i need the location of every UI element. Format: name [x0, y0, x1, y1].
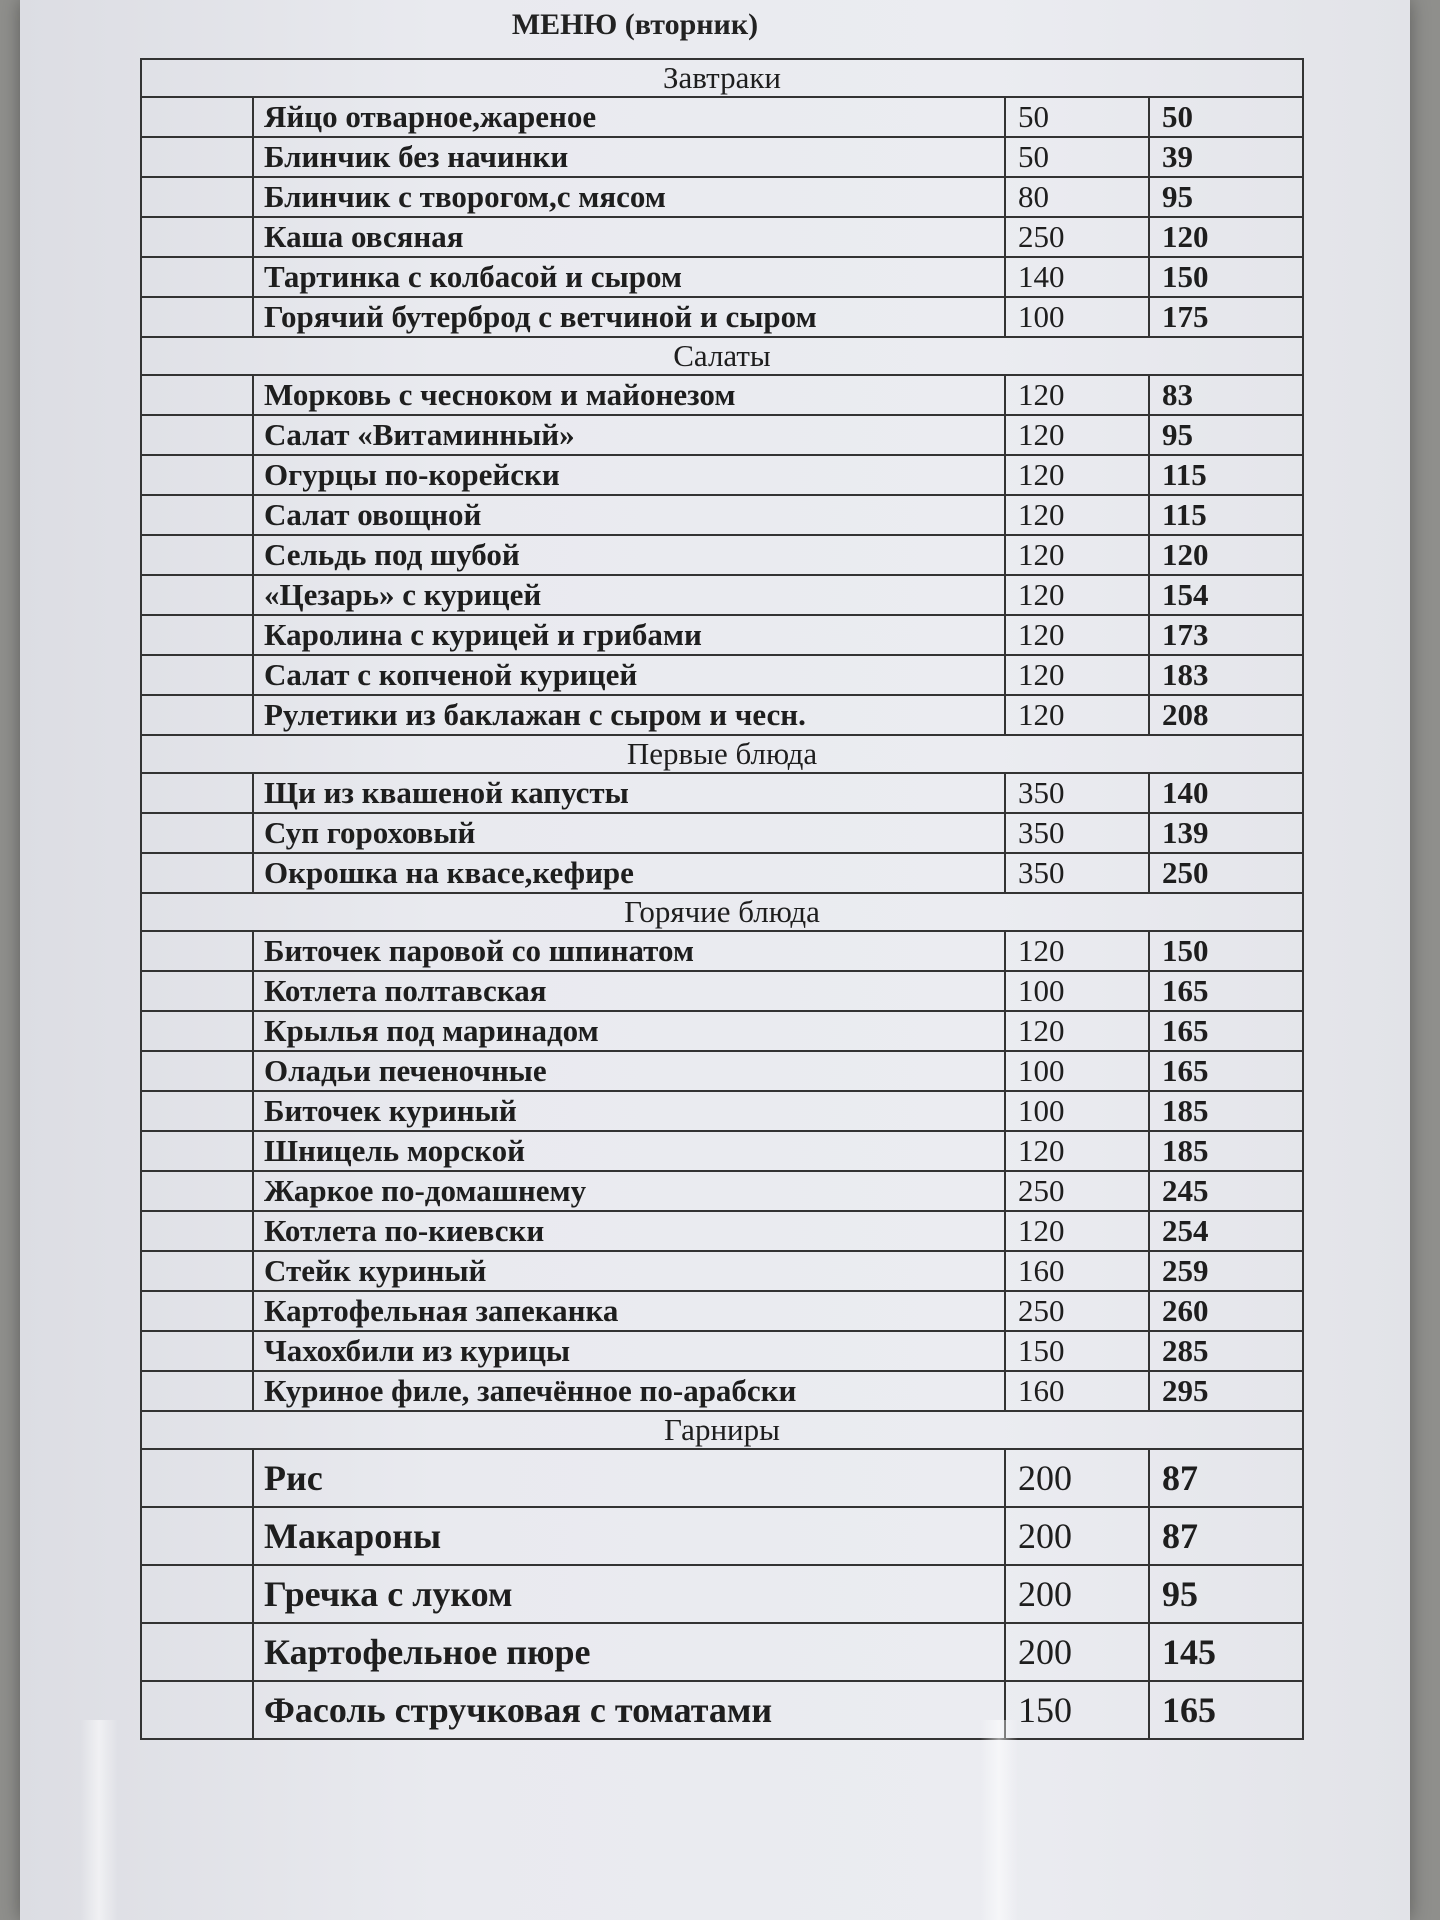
row-number-cell — [142, 696, 254, 734]
dish-price: 145 — [1162, 1632, 1216, 1672]
dish-price: 250 — [1162, 855, 1209, 890]
menu-row — [142, 1212, 1302, 1252]
dish-name: Сельдь под шубой — [254, 536, 1006, 574]
dish-name: Рис — [254, 1450, 1006, 1506]
dish-weight: 350 — [1006, 854, 1150, 892]
dish-weight: 100 — [1006, 1092, 1150, 1130]
section-header: Гарниры — [142, 1412, 1302, 1450]
dish-name: Биточек куриный — [254, 1092, 1006, 1130]
menu-row — [142, 1012, 1302, 1052]
dish-name: Тартинка с колбасой и сыром — [254, 258, 1006, 296]
row-number-cell — [142, 1252, 254, 1290]
section-header: Салаты — [142, 338, 1302, 376]
dish-name: Каролина с курицей и грибами — [254, 616, 1006, 654]
menu-row — [142, 98, 1302, 138]
row-number-cell — [142, 138, 254, 176]
row-number-cell — [142, 1332, 254, 1370]
dish-weight: 120 — [1006, 376, 1150, 414]
row-number-cell — [142, 376, 254, 414]
dish-weight: 120 — [1006, 536, 1150, 574]
dish-price: 208 — [1162, 697, 1209, 732]
dish-weight: 120 — [1006, 1212, 1150, 1250]
dish-price: 185 — [1162, 1093, 1209, 1128]
menu-row — [142, 456, 1302, 496]
dish-name: Картофельное пюре — [254, 1624, 1006, 1680]
dish-name: Гречка с луком — [254, 1566, 1006, 1622]
dish-price: 87 — [1162, 1516, 1198, 1556]
menu-row — [142, 1252, 1302, 1292]
menu-row — [142, 376, 1302, 416]
dish-price: 39 — [1162, 139, 1193, 174]
dish-name: Огурцы по-корейски — [254, 456, 1006, 494]
dish-name: Блинчик без начинки — [254, 138, 1006, 176]
menu-row — [142, 1052, 1302, 1092]
dish-name: Горячий бутерброд с ветчиной и сыром — [254, 298, 1006, 336]
dish-name: Суп гороховый — [254, 814, 1006, 852]
menu-row — [142, 1624, 1302, 1682]
acrylic-stand-left — [80, 1720, 118, 1920]
menu-row — [142, 696, 1302, 736]
row-number-cell — [142, 656, 254, 694]
menu-section — [142, 338, 1302, 736]
dish-name: Оладьи печеночные — [254, 1052, 1006, 1090]
section-header: Первые блюда — [142, 736, 1302, 774]
dish-weight: 140 — [1006, 258, 1150, 296]
dish-name: Рулетики из баклажан с сыром и чесн. — [254, 696, 1006, 734]
dish-price: 95 — [1162, 1574, 1198, 1614]
dish-name: Салат овощной — [254, 496, 1006, 534]
menu-row — [142, 854, 1302, 894]
dish-weight: 120 — [1006, 416, 1150, 454]
menu-row — [142, 814, 1302, 854]
dish-price: 173 — [1162, 617, 1209, 652]
dish-name: Жаркое по-домашнему — [254, 1172, 1006, 1210]
menu-row — [142, 932, 1302, 972]
dish-price: 150 — [1162, 259, 1209, 294]
dish-price: 83 — [1162, 377, 1193, 412]
row-number-cell — [142, 774, 254, 812]
dish-weight: 100 — [1006, 972, 1150, 1010]
row-number-cell — [142, 616, 254, 654]
dish-name: Стейк куриный — [254, 1252, 1006, 1290]
dish-price: 165 — [1162, 1013, 1209, 1048]
row-number-cell — [142, 1212, 254, 1250]
dish-weight: 200 — [1006, 1450, 1150, 1506]
dish-price: 87 — [1162, 1458, 1198, 1498]
dish-price: 120 — [1162, 537, 1209, 572]
menu-row — [142, 178, 1302, 218]
menu-row — [142, 258, 1302, 298]
row-number-cell — [142, 1624, 254, 1680]
row-number-cell — [142, 972, 254, 1010]
row-number-cell — [142, 1132, 254, 1170]
dish-name: Котлета по-киевски — [254, 1212, 1006, 1250]
dish-name: Щи из квашеной капусты — [254, 774, 1006, 812]
dish-name: Блинчик с творогом,с мясом — [254, 178, 1006, 216]
dish-price: 95 — [1162, 417, 1193, 452]
row-number-cell — [142, 1052, 254, 1090]
dish-weight: 120 — [1006, 616, 1150, 654]
section-header: Горячие блюда — [142, 894, 1302, 932]
dish-weight: 120 — [1006, 456, 1150, 494]
row-number-cell — [142, 1450, 254, 1506]
menu-row — [142, 1372, 1302, 1412]
dish-weight: 100 — [1006, 1052, 1150, 1090]
menu-row — [142, 1292, 1302, 1332]
menu-row — [142, 1566, 1302, 1624]
dish-price: 115 — [1162, 497, 1207, 532]
menu-table — [140, 58, 1304, 1740]
dish-name: Картофельная запеканка — [254, 1292, 1006, 1330]
dish-weight: 350 — [1006, 814, 1150, 852]
dish-name: Шницель морской — [254, 1132, 1006, 1170]
row-number-cell — [142, 178, 254, 216]
menu-row — [142, 1172, 1302, 1212]
dish-price: 175 — [1162, 299, 1209, 334]
row-number-cell — [142, 456, 254, 494]
menu-row — [142, 774, 1302, 814]
dish-price: 295 — [1162, 1373, 1209, 1408]
dish-name: Макароны — [254, 1508, 1006, 1564]
dish-price: 150 — [1162, 933, 1209, 968]
row-number-cell — [142, 416, 254, 454]
menu-row — [142, 1092, 1302, 1132]
row-number-cell — [142, 1508, 254, 1564]
menu-row — [142, 138, 1302, 178]
row-number-cell — [142, 1012, 254, 1050]
dish-weight: 160 — [1006, 1252, 1150, 1290]
dish-name: Морковь с чесноком и майонезом — [254, 376, 1006, 414]
dish-price: 165 — [1162, 973, 1209, 1008]
dish-name: Яйцо отварное,жареное — [254, 98, 1006, 136]
menu-row — [142, 656, 1302, 696]
menu-row — [142, 576, 1302, 616]
dish-price: 154 — [1162, 577, 1209, 612]
dish-name: Салат «Витаминный» — [254, 416, 1006, 454]
dish-price: 260 — [1162, 1293, 1209, 1328]
dish-name: Каша овсяная — [254, 218, 1006, 256]
dish-weight: 120 — [1006, 696, 1150, 734]
dish-weight: 120 — [1006, 496, 1150, 534]
dish-price: 140 — [1162, 775, 1209, 810]
dish-weight: 120 — [1006, 1012, 1150, 1050]
dish-price: 139 — [1162, 815, 1209, 850]
dish-name: Фасоль стручковая с томатами — [254, 1682, 1006, 1738]
dish-weight: 120 — [1006, 932, 1150, 970]
row-number-cell — [142, 814, 254, 852]
dish-price: 120 — [1162, 219, 1209, 254]
row-number-cell — [142, 536, 254, 574]
menu-title: МЕНЮ (вторник) — [511, 8, 759, 41]
dish-weight: 160 — [1006, 1372, 1150, 1410]
dish-weight: 50 — [1006, 98, 1150, 136]
dish-weight: 200 — [1006, 1508, 1150, 1564]
dish-name: Куриное филе, запечённое по-арабски — [254, 1372, 1006, 1410]
row-number-cell — [142, 1172, 254, 1210]
dish-weight: 200 — [1006, 1566, 1150, 1622]
menu-row — [142, 1132, 1302, 1172]
dish-name: Салат с копченой курицей — [254, 656, 1006, 694]
dish-price: 259 — [1162, 1253, 1209, 1288]
dish-name: «Цезарь» с курицей — [254, 576, 1006, 614]
dish-price: 254 — [1162, 1213, 1209, 1248]
dish-name: Чахохбили из курицы — [254, 1332, 1006, 1370]
dish-weight: 250 — [1006, 218, 1150, 256]
dish-weight: 150 — [1006, 1682, 1150, 1738]
row-number-cell — [142, 1372, 254, 1410]
row-number-cell — [142, 1682, 254, 1738]
menu-row — [142, 218, 1302, 258]
menu-sheet — [20, 0, 1410, 1920]
dish-name: Крылья под маринадом — [254, 1012, 1006, 1050]
dish-price: 165 — [1162, 1690, 1216, 1730]
dish-price: 185 — [1162, 1133, 1209, 1168]
dish-weight: 250 — [1006, 1292, 1150, 1330]
row-number-cell — [142, 258, 254, 296]
menu-row — [142, 298, 1302, 338]
dish-price: 115 — [1162, 457, 1207, 492]
section-header: Завтраки — [142, 60, 1302, 98]
menu-row — [142, 972, 1302, 1012]
menu-row — [142, 1682, 1302, 1740]
acrylic-stand-right — [980, 1720, 1018, 1920]
dish-name: Биточек паровой со шпинатом — [254, 932, 1006, 970]
menu-section — [142, 736, 1302, 894]
menu-row — [142, 536, 1302, 576]
dish-price: 245 — [1162, 1173, 1209, 1208]
row-number-cell — [142, 576, 254, 614]
dish-price: 165 — [1162, 1053, 1209, 1088]
dish-weight: 120 — [1006, 576, 1150, 614]
row-number-cell — [142, 496, 254, 534]
dish-weight: 120 — [1006, 1132, 1150, 1170]
dish-name: Окрошка на квасе,кефире — [254, 854, 1006, 892]
row-number-cell — [142, 218, 254, 256]
menu-row — [142, 1450, 1302, 1508]
dish-price: 285 — [1162, 1333, 1209, 1368]
dish-weight: 100 — [1006, 298, 1150, 336]
dish-price: 183 — [1162, 657, 1209, 692]
row-number-cell — [142, 98, 254, 136]
row-number-cell — [142, 854, 254, 892]
dish-weight: 150 — [1006, 1332, 1150, 1370]
row-number-cell — [142, 1292, 254, 1330]
menu-row — [142, 616, 1302, 656]
dish-weight: 250 — [1006, 1172, 1150, 1210]
dish-price: 50 — [1162, 99, 1193, 134]
menu-section — [142, 1412, 1302, 1740]
menu-section — [142, 894, 1302, 1412]
menu-section — [142, 60, 1302, 338]
dish-weight: 50 — [1006, 138, 1150, 176]
menu-row — [142, 1332, 1302, 1372]
row-number-cell — [142, 298, 254, 336]
row-number-cell — [142, 1566, 254, 1622]
dish-price: 95 — [1162, 179, 1193, 214]
dish-weight: 80 — [1006, 178, 1150, 216]
menu-row — [142, 1508, 1302, 1566]
menu-row — [142, 496, 1302, 536]
row-number-cell — [142, 932, 254, 970]
dish-weight: 120 — [1006, 656, 1150, 694]
row-number-cell — [142, 1092, 254, 1130]
dish-name: Котлета полтавская — [254, 972, 1006, 1010]
dish-weight: 350 — [1006, 774, 1150, 812]
dish-weight: 200 — [1006, 1624, 1150, 1680]
menu-row — [142, 416, 1302, 456]
